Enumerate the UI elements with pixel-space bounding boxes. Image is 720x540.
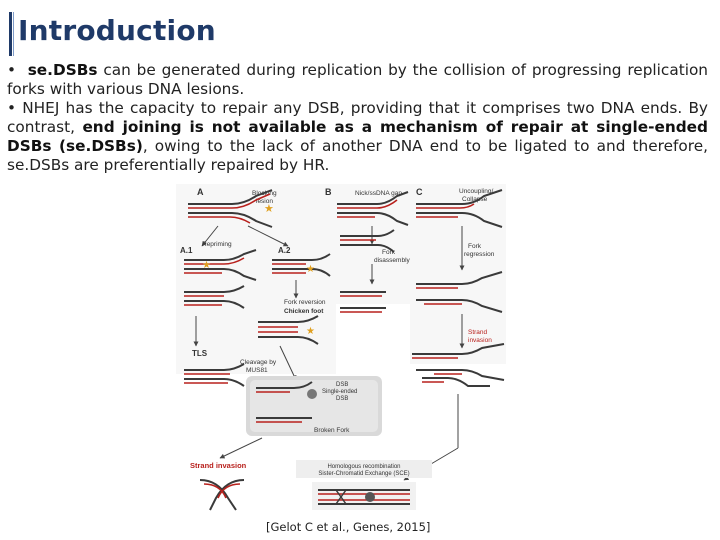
dsb-end-icon (307, 389, 317, 399)
cleavage-label: Cleavage by MUS81 (240, 359, 277, 374)
panel-a1-label: A.1 (180, 246, 193, 255)
blocking-lesion-label: Blocking lesion (252, 190, 277, 205)
bullet-marker: • (7, 61, 17, 79)
repriming-label: Repriming (202, 241, 232, 248)
citation: [Gelot C et al., Genes, 2015] (266, 520, 431, 534)
panel-a-label: A (197, 187, 204, 197)
panel-c-label: C (416, 187, 423, 197)
uncoupling-label: Uncoupling/ Collapse (459, 188, 494, 203)
lesion-star-icon: ★ (306, 326, 315, 337)
lesion-star-icon: ★ (306, 264, 315, 275)
title-accent-line (13, 12, 14, 56)
fork-regression-label: Fork regression (464, 243, 495, 258)
hr-label: Homologous recombination Sister-Chromatid Exchange (SCE) (318, 464, 410, 477)
title-accent-bar (9, 12, 12, 56)
panel-b-label: B (325, 187, 332, 197)
lesion-star-icon: ★ (264, 203, 274, 215)
nick-gap-label: Nick/ssDNA gap (355, 190, 402, 197)
bullet-2-text-a: NHEJ has the capacity to repair any DSB, providing that it comprises two DNA ends. By contrast, (7, 99, 708, 136)
chicken-foot-label: Chicken foot (284, 308, 324, 315)
sce-box (312, 482, 416, 510)
bullet-1-bold: se.DSBs (27, 61, 98, 79)
bullet-2 (7, 99, 708, 175)
bullet-1-text: can be generated during replication by the collision of progressing replication forks with various DNA lesions. (7, 61, 708, 98)
holliday-junction-icon (365, 492, 375, 502)
lesion-star-icon: ★ (202, 260, 211, 271)
title-bar (0, 10, 420, 56)
tls-label: TLS (192, 349, 208, 358)
bullet-1 (7, 61, 708, 99)
bullet-2-text-b: , owing to the lack of another DNA end to be ligated to and therefore, se.DSBs are preferentially repaired by HR. (7, 137, 708, 174)
body-text (7, 61, 708, 175)
replication-fork-figure (172, 180, 510, 515)
dsb-label: DSB Single-ended DSB (322, 382, 358, 402)
bullet-2-bold: end joining is not available as a mechanism of repair at single-ended DSBs (se.DSBs) (7, 118, 708, 155)
fork-disassembly-label: Fork disassembly (374, 249, 410, 264)
figure-svg (172, 180, 510, 515)
bullet-marker: • (7, 99, 17, 117)
panel-a2-label: A.2 (278, 246, 291, 255)
page-title: Introduction (18, 14, 216, 47)
fork-reversion-label: Fork reversion (284, 299, 326, 306)
strand-invasion-label: Strand invasion (190, 461, 247, 470)
broken-fork-label: Broken Fork (314, 427, 350, 434)
strand-invasion-c-label: Strand invasion (468, 329, 492, 344)
